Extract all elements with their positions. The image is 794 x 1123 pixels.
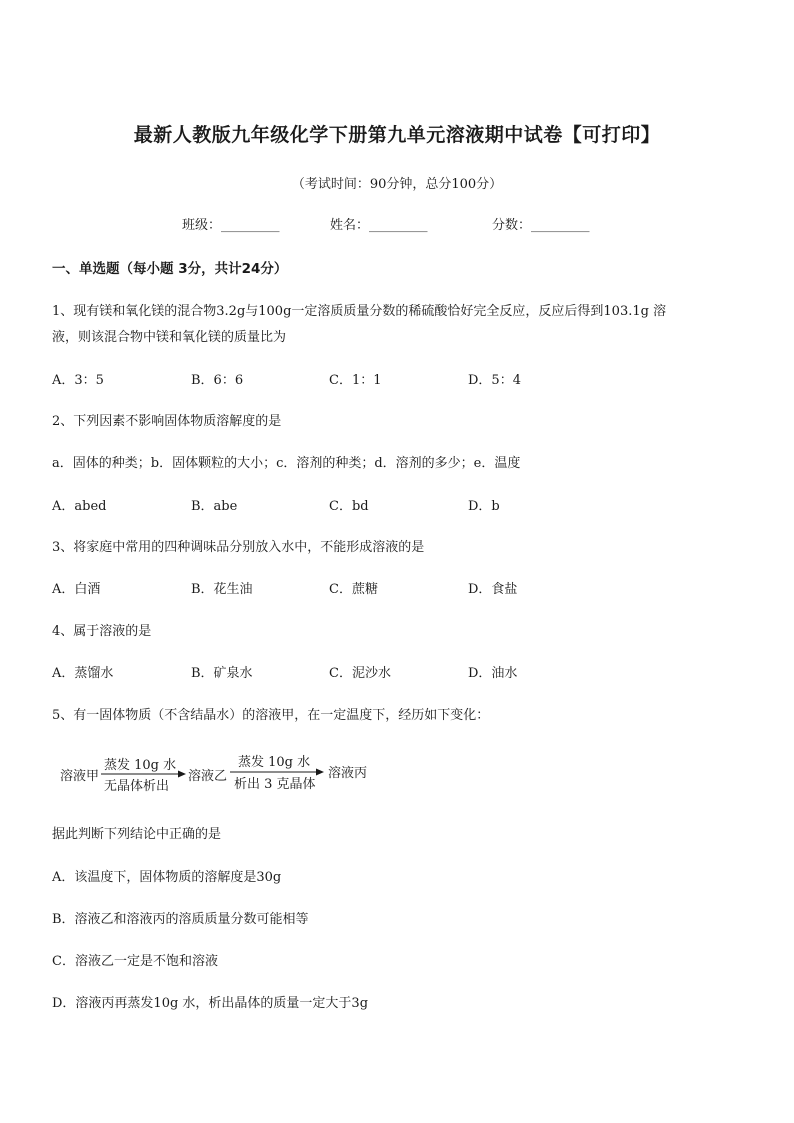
q3-option-d[interactable]: D．食盐	[468, 582, 518, 597]
student-info-line	[182, 214, 590, 233]
diagram-solution-yi: 溶液乙	[188, 769, 228, 784]
q5-option-c[interactable]: C．溶液乙一定是不饱和溶液	[52, 954, 218, 969]
exam-title: 最新人教版九年级化学下册第九单元溶液期中试卷【可打印】	[133, 124, 661, 146]
diagram-step2-bottom: 析出 3 克晶体	[234, 777, 316, 792]
q1-stem-line1: 1、现有镁和氧化镁的混合物3.2g与100g一定溶质质量分数的稀硫酸恰好完全反应，反应后得到103.1g 溶	[52, 304, 667, 319]
q5-process-diagram	[58, 752, 388, 804]
diagram-solution-bing: 溶液丙	[328, 766, 368, 781]
q2-factors: a．固体的种类；b．固体颗粒的大小；c．溶剂的种类；d．溶剂的多少；e．温度	[52, 456, 521, 471]
q3-option-a[interactable]: A．白酒	[52, 582, 101, 597]
q4-option-c[interactable]: C．泥沙水	[329, 666, 391, 681]
q4-option-a[interactable]: A．蒸馏水	[52, 666, 114, 681]
diagram-arrow2-head	[316, 769, 324, 776]
q5-option-b[interactable]: B．溶液乙和溶液丙的溶质质量分数可能相等	[52, 912, 309, 927]
exam-info: （考试时间：90分钟，总分100分）	[291, 177, 503, 192]
diagram-step1-top: 蒸发 10g 水	[104, 758, 177, 773]
class-field[interactable]: 班级：_________	[182, 218, 280, 233]
q1-option-c[interactable]: C．1：1	[329, 373, 382, 388]
q4-option-d[interactable]: D．油水	[468, 666, 518, 681]
q2-option-a[interactable]: A．abed	[52, 499, 107, 514]
q2-option-b[interactable]: B．abe	[191, 499, 238, 514]
diagram-step1-bottom: 无晶体析出	[104, 779, 170, 794]
q1-stem-line2: 液，则该混合物中镁和氧化镁的质量比为	[52, 330, 287, 345]
q3-option-b[interactable]: B．花生油	[191, 582, 253, 597]
q2-stem: 2、下列因素不影响固体物质溶解度的是	[52, 414, 282, 429]
q2-option-d[interactable]: D．b	[468, 499, 500, 514]
q2-option-c[interactable]: C．bd	[329, 499, 369, 514]
score-field[interactable]: 分数：_________	[492, 218, 590, 233]
q3-option-c[interactable]: C．蔗糖	[329, 582, 378, 597]
diagram-solution-jia: 溶液甲	[60, 769, 100, 784]
q4-stem: 4、属于溶液的是	[52, 624, 152, 639]
q1-option-a[interactable]: A．3：5	[52, 373, 104, 388]
q5-prompt: 据此判断下列结论中正确的是	[52, 827, 222, 842]
q5-option-d[interactable]: D．溶液丙再蒸发10g 水，析出晶体的质量一定大于3g	[52, 996, 369, 1011]
q1-option-d[interactable]: D．5：4	[468, 373, 521, 388]
q1-option-b[interactable]: B．6：6	[191, 373, 244, 388]
q5-stem: 5、有一固体物质（不含结晶水）的溶液甲，在一定温度下，经历如下变化：	[52, 708, 490, 723]
name-field[interactable]: 姓名：_________	[330, 218, 428, 233]
q5-option-a[interactable]: A．该温度下，固体物质的溶解度是30g	[52, 870, 282, 885]
diagram-arrow1-head	[178, 771, 186, 778]
section-title: 一、单选题（每小题 3分，共计24分）	[52, 261, 288, 277]
q4-option-b[interactable]: B．矿泉水	[191, 666, 253, 681]
diagram-step2-top: 蒸发 10g 水	[238, 755, 311, 770]
q3-stem: 3、将家庭中常用的四种调味品分别放入水中，不能形成溶液的是	[52, 540, 425, 555]
